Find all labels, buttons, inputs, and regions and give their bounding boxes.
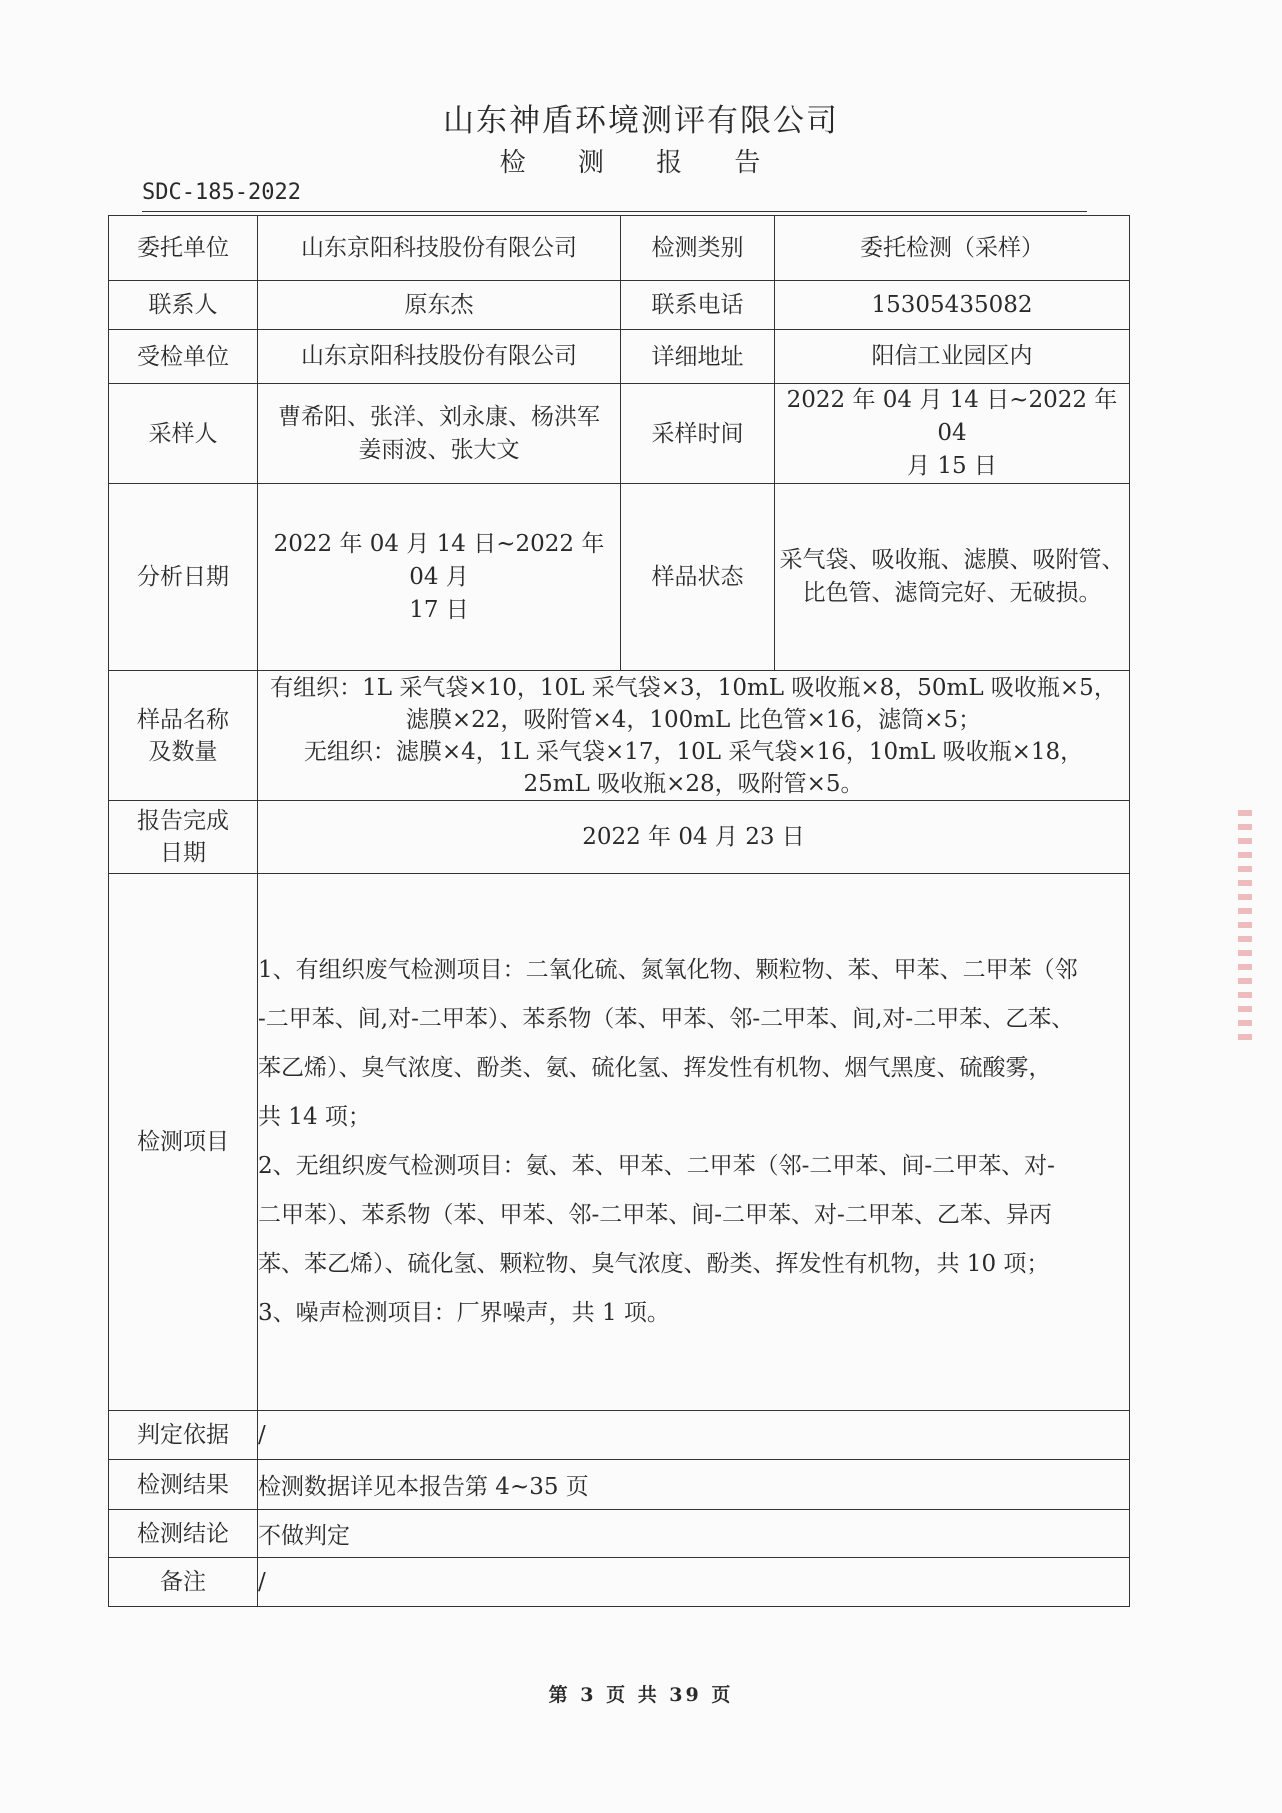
analysis-label: 分析日期 (109, 484, 258, 671)
items-line: 3、噪声检测项目：厂界噪声，共 1 项。 (258, 1300, 670, 1326)
report-title: 检 测 报 告 (499, 148, 783, 178)
header-divider (142, 211, 1087, 212)
sampler-line-2: 姜雨波、张大文 (358, 436, 520, 463)
report-code: SDC-185-2022 (142, 180, 301, 205)
remark-label: 备注 (109, 1558, 258, 1607)
row-basis (109, 1411, 1130, 1460)
items-line: 苯乙烯）、臭气浓度、酚类、氨、硫化氢、挥发性有机物、烟气黑度、硫酸雾， (258, 1055, 1052, 1081)
sampler-value (258, 384, 621, 484)
client-label: 委托单位 (109, 216, 258, 281)
contact-value: 原东杰 (258, 281, 621, 330)
conclusion-label: 检测结论 (109, 1510, 258, 1558)
state-line-1: 采气袋、吸收瓶、滤膜、吸附管、 (779, 547, 1125, 573)
row-contact (109, 281, 1130, 330)
sample-time-label: 采样时间 (621, 384, 775, 484)
samples-line-3: 无组织：滤膜×4，1L 采气袋×17，10L 采气袋×16，10mL 吸收瓶×18， (303, 738, 1084, 765)
items-line: 共 14 项； (258, 1104, 371, 1130)
state-line-2: 比色管、滤筒完好、无破损。 (802, 580, 1102, 606)
row-sampler (109, 384, 1130, 484)
report-date-value: 2022 年 04 月 23 日 (258, 801, 1130, 874)
basis-value: / (258, 1411, 1130, 1460)
items-line: 苯、苯乙烯）、硫化氢、颗粒物、臭气浓度、酚类、挥发性有机物，共 10 项； (258, 1251, 1050, 1277)
samples-value (258, 671, 1130, 801)
state-label: 样品状态 (621, 484, 775, 671)
sample-time-line-2: 月 15 日 (907, 453, 997, 479)
row-samples (109, 671, 1130, 801)
inspected-value: 山东京阳科技股份有限公司 (258, 330, 621, 384)
row-items (109, 874, 1130, 1411)
items-line: 2、无组织废气检测项目：氨、苯、甲苯、二甲苯（邻-二甲苯、间-二甲苯、对- (258, 1153, 1055, 1179)
result-value: 检测数据详见本报告第 4~35 页 (258, 1460, 1130, 1510)
samples-line-2: 滤膜×22，吸附管×4，100mL 比色管×16，滤筒×5； (405, 706, 982, 733)
phone-value: 15305435082 (775, 281, 1130, 330)
sampler-label: 采样人 (109, 384, 258, 484)
conclusion-value: 不做判定 (258, 1510, 1130, 1558)
type-label: 检测类别 (621, 216, 775, 281)
address-label: 详细地址 (621, 330, 775, 384)
row-report-date (109, 801, 1130, 874)
type-value: 委托检测（采样） (775, 216, 1130, 281)
items-label: 检测项目 (109, 874, 258, 1411)
row-analysis (109, 484, 1130, 671)
seal-stamp-edge (1238, 810, 1252, 1040)
sampler-line-1: 曹希阳、张洋、刘永康、杨洪军 (278, 403, 600, 430)
items-line: 二甲苯）、苯系物（苯、甲苯、邻-二甲苯、间-二甲苯、对-二甲苯、乙苯、异丙 (258, 1202, 1052, 1228)
remark-value: / (258, 1558, 1130, 1607)
report-form (108, 215, 1130, 1607)
row-remark (109, 1558, 1130, 1607)
samples-label (109, 671, 258, 801)
samples-line-4: 25mL 吸收瓶×28，吸附管×5。 (523, 770, 864, 797)
items-line: 1、有组织废气检测项目：二氧化硫、氮氧化物、颗粒物、苯、甲苯、二甲苯（邻 (258, 957, 1078, 983)
result-label: 检测结果 (109, 1460, 258, 1510)
items-value (258, 874, 1130, 1411)
sample-time-line-1: 2022 年 04 月 14 日~2022 年 04 (786, 387, 1118, 446)
report-date-label (109, 801, 258, 874)
samples-label-line-2: 及数量 (148, 738, 218, 765)
report-date-label-line-1: 报告完成 (137, 808, 229, 834)
analysis-line-1: 2022 年 04 月 14 日~2022 年 04 月 (273, 530, 605, 590)
samples-label-line-1: 样品名称 (137, 706, 229, 733)
sample-time-value (775, 384, 1130, 484)
analysis-value (258, 484, 621, 671)
address-value: 阳信工业园区内 (775, 330, 1130, 384)
samples-line-1: 有组织：1L 采气袋×10，10L 采气袋×3，10mL 吸收瓶×8，50mL 吸收瓶×5， (270, 674, 1117, 701)
row-conclusion (109, 1510, 1130, 1558)
analysis-line-2: 17 日 (409, 596, 469, 623)
inspected-label: 受检单位 (109, 330, 258, 384)
basis-label: 判定依据 (109, 1411, 258, 1460)
phone-label: 联系电话 (621, 281, 775, 330)
row-inspected (109, 330, 1130, 384)
page-number: 第 3 页 共 39 页 (548, 1684, 734, 1706)
client-value: 山东京阳科技股份有限公司 (258, 216, 621, 281)
report-date-label-line-2: 日期 (160, 840, 206, 866)
row-result (109, 1460, 1130, 1510)
row-client (109, 216, 1130, 281)
company-name: 山东神盾环境测评有限公司 (443, 103, 839, 139)
state-value (775, 484, 1130, 671)
items-line: -二甲苯、间,对-二甲苯）、苯系物（苯、甲苯、邻-二甲苯、间,对-二甲苯、乙苯、 (258, 1006, 1075, 1032)
contact-label: 联系人 (109, 281, 258, 330)
